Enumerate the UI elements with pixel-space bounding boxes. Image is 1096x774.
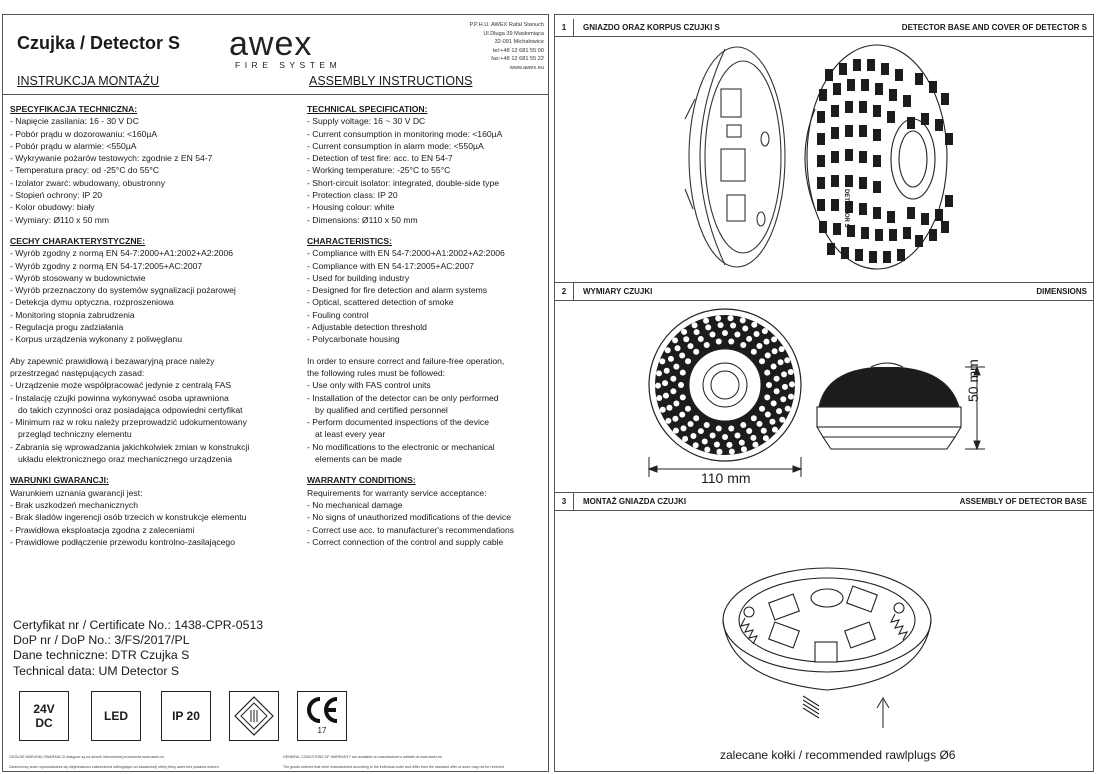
list-item: elements can be made	[315, 454, 402, 465]
list-item: - Brak śladów ingerencji osób trzecich w konstrukcje elementu	[10, 512, 247, 523]
list-item: - Used for building industry	[307, 272, 410, 283]
warranty-list-pl	[10, 487, 249, 548]
char-list-pl	[10, 247, 249, 345]
list-item: - Korpus urządzenia wykonany z poliwęglanu	[10, 334, 182, 345]
char-title-pl: CECHY CHARAKTERYSTYCZNE:	[10, 235, 146, 246]
list-item: - Compliance with EN 54-7:2000+A1:2002+A2:2006	[307, 248, 505, 259]
list-item: - Designed for fire detection and alarm systems	[307, 285, 488, 296]
list-item: - Correct use acc. to manufacturer's recommendations	[307, 524, 515, 535]
list-item: - Dimensions: Ø110 x 50 mm	[307, 214, 418, 225]
section-1-header: 1 GNIAZDO ORAZ KORPUS CZUJKI S DETECTOR BASE AND COVER OF DETECTOR S	[555, 19, 1093, 37]
svg-text:awex: awex	[229, 25, 313, 63]
instruction-text-panel	[2, 14, 549, 772]
list-item: - Short-circuit isolator: integrated, double-side type	[307, 177, 500, 188]
list-item: - Detection of test fire: acc. to EN 54-7	[307, 153, 453, 164]
list-item: - Protection class: IP 20	[307, 190, 398, 201]
list-item: - Brak uszkodzeń mechanicznych	[10, 499, 139, 510]
base-and-cover-drawing	[655, 39, 985, 289]
list-item: - Correct connection of the control and supply cable	[307, 536, 504, 547]
svg-text:FIRE SYSTEM: FIRE SYSTEM	[235, 60, 342, 70]
spec-title-pl: SPECYFIKACJA TECHNICZNA:	[10, 104, 138, 114]
rules-intro-en	[307, 355, 514, 380]
list-item: - Fouling control	[307, 309, 369, 320]
list-item: - Wyrób przeznaczony do systemów sygnalizacji pożarowej	[10, 285, 236, 296]
list-item: - Working temperature: -25°C to 55°C	[307, 165, 451, 176]
list-item: - No signs of unauthorized modifications of the device	[307, 512, 511, 523]
list-item: do takich czynności oraz posiadająca odpowiedni certyfikat	[18, 404, 243, 415]
rawlplug-caption: zalecane kołki / recommended rawlplugs Ø6	[720, 748, 956, 762]
rules-list-pl	[10, 379, 249, 465]
list-item: - Regulacja progu zadziałania	[10, 322, 124, 333]
instruction-sheet	[2, 0, 1094, 772]
list-item: - Detekcja dymu optyczna, rozproszeniowa	[10, 297, 174, 308]
ce-mark-icon	[297, 691, 347, 741]
list-item: - Housing colour: white	[307, 202, 395, 213]
certificate-info: Certyfikat nr / Certificate No.: 1438-CPR-0513 DoP nr / DoP No.: 3/FS/2017/PL Dane techniczne: DTR Czujka S Technical data: UM Detector S	[13, 618, 264, 678]
spec-list-en	[307, 115, 514, 226]
base-mounting-drawing	[719, 550, 939, 740]
dimensions-drawing	[647, 307, 997, 487]
rules-list-en	[307, 379, 514, 465]
list-item: - Izolator zwarć: wbudowany, obustronny	[10, 177, 166, 188]
drawings-panel	[554, 14, 1094, 772]
english-column	[307, 103, 514, 548]
instrukcja-heading: INSTRUKCJA MONTAŻU	[17, 74, 160, 88]
list-item: - Wyrób zgodny z normą EN 54-7:2000+A1:2002+A2:2006	[10, 248, 234, 259]
list-item: - Wyrób zgodny z normą EN 54-17:2005+AC:2007	[10, 260, 203, 271]
list-item: - Current consumption in alarm mode: <550µA	[307, 140, 484, 151]
led-badge: LED	[91, 691, 141, 741]
list-item: - Temperatura pracy: od -25°C do 55°C	[10, 165, 160, 176]
list-item: In order to ensure correct and failure-free operation,	[307, 355, 505, 366]
list-item: - Adjustable detection threshold	[307, 322, 427, 333]
list-item: - Wyrób stosowany w budownictwie	[10, 272, 146, 283]
section-3-header: 3 MONTAŻ GNIAZDA CZUJKI ASSEMBLY OF DETECTOR BASE	[555, 492, 1093, 511]
list-item: przestrzegać następujących zasad:	[10, 367, 145, 378]
footer-pl: OGÓLNE WARUNKI GWARANCJI dostępne są na stronie internetowej producenta www.awex.eu Zastrzeżony znam wprowadzania się niejednakowo zastrzeżenia odbiegające od zasadniczej oferty firmy awex bez podania ostrzeń	[9, 755, 219, 769]
rules-intro-pl	[10, 355, 249, 380]
list-item: układu elektronicznego oraz mechanicznego urządzenia	[18, 454, 233, 465]
ip-badge: IP 20	[161, 691, 211, 741]
list-item: przegląd techniczny elementu	[18, 429, 132, 440]
list-item: - Optical, scattered detection of smoke	[307, 297, 454, 308]
warranty-list-en	[307, 487, 514, 548]
list-item: - Napięcie zasilania: 16 - 30 V DC	[10, 116, 139, 127]
char-title-en: CHARACTERISTICS:	[307, 235, 392, 246]
company-address: P.P.H.U. AWEX Rafał Stanuch Ul.Długa 39 Masłomiąca 32-091 Michałowice tel:+48 12 681 55 00 fax:+48 12 681 55 22 www.awex.eu	[469, 22, 544, 71]
list-item: - Kolor obudowy: biały	[10, 202, 95, 213]
list-item: the following rules must be followed:	[307, 367, 446, 378]
list-item: - Polycarbonate housing	[307, 334, 400, 345]
document-title: Czujka / Detector S	[17, 33, 181, 53]
list-item: - Pobór prądu w alarmie: <550µA	[10, 140, 137, 151]
list-item: - No modifications to the electronic or mechanical	[307, 441, 495, 452]
list-item: - Perform documented inspections of the device	[307, 417, 489, 428]
ce-number: 17	[317, 726, 327, 735]
awex-logo	[229, 25, 342, 75]
list-item: - Stopień ochrony: IP 20	[10, 190, 103, 201]
spec-list-pl	[10, 115, 249, 226]
warranty-title-pl: WARUNKI GWARANCJI:	[10, 475, 109, 486]
diameter-label: 110 mm	[701, 470, 751, 486]
list-item: by qualified and certified personnel	[315, 404, 448, 415]
spec-title-en: TECHNICAL SPECIFICATION:	[307, 104, 428, 114]
polish-column	[10, 103, 249, 548]
header-divider	[3, 94, 548, 95]
list-item: - Minimum raz w roku należy przeprowadzić udokumentowany	[10, 417, 247, 428]
svg-text:DETECTOR S: DETECTOR S	[843, 189, 849, 228]
list-item: - Monitoring stopnia zabrudzenia	[10, 309, 135, 320]
list-item: - Prawidłowa eksploatacja zgodna z zaleceniami	[10, 524, 195, 535]
section-2-header: 2 WYMIARY CZUJKI DIMENSIONS	[555, 282, 1093, 301]
list-item: - Supply voltage: 16 ~ 30 V DC	[307, 116, 426, 127]
char-list-en	[307, 247, 514, 345]
list-item: - Installation of the detector can be only performed	[307, 392, 499, 403]
list-item: - Zabrania się wprowadzania jakichkolwiek zmian w konstrukcji	[10, 441, 250, 452]
assembly-heading: ASSEMBLY INSTRUCTIONS	[309, 74, 473, 88]
warranty-title-en: WARRANTY CONDITIONS:	[307, 475, 416, 486]
list-item: - Wymiary: Ø110 x 50 mm	[10, 214, 110, 225]
footer-en: GENERAL CONDITIONS OF WARRANTY are available on manufacturer's website at www.awex.eu The goods ordered that were manufactured according to the individual order and differ from the standard offer of awex may not be returned	[283, 755, 504, 769]
double-insulation-icon	[229, 691, 279, 741]
height-label: 50 mm	[965, 359, 981, 402]
list-item: Requirements for warranty service acceptance:	[307, 487, 487, 498]
list-item: - Pobór prądu w dozorowaniu: <160µA	[10, 128, 158, 139]
list-item: Warunkiem uznania gwarancji jest:	[10, 487, 143, 498]
voltage-badge: 24V DC	[19, 691, 69, 741]
list-item: - Current consumption in monitoring mode: <160µA	[307, 128, 503, 139]
list-item: at least every year	[315, 429, 386, 440]
list-item: - Compliance with EN 54-17:2005+AC:2007	[307, 260, 474, 271]
list-item: - No mechanical damage	[307, 499, 403, 510]
list-item: - Prawidłowe podłączenie przewodu kontrolno-zasilającego	[10, 536, 235, 547]
list-item: - Urządzenie może współpracować jedynie z centralą FAS	[10, 380, 232, 391]
list-item: Aby zapewnić prawidłową i bezawaryjną prace należy	[10, 355, 215, 366]
list-item: - Instalację czujki powinna wykonywać osoba uprawniona	[10, 392, 229, 403]
list-item: - Wykrywanie pożarów testowych: zgodnie z EN 54-7	[10, 153, 213, 164]
list-item: - Use only with FAS control units	[307, 380, 431, 391]
